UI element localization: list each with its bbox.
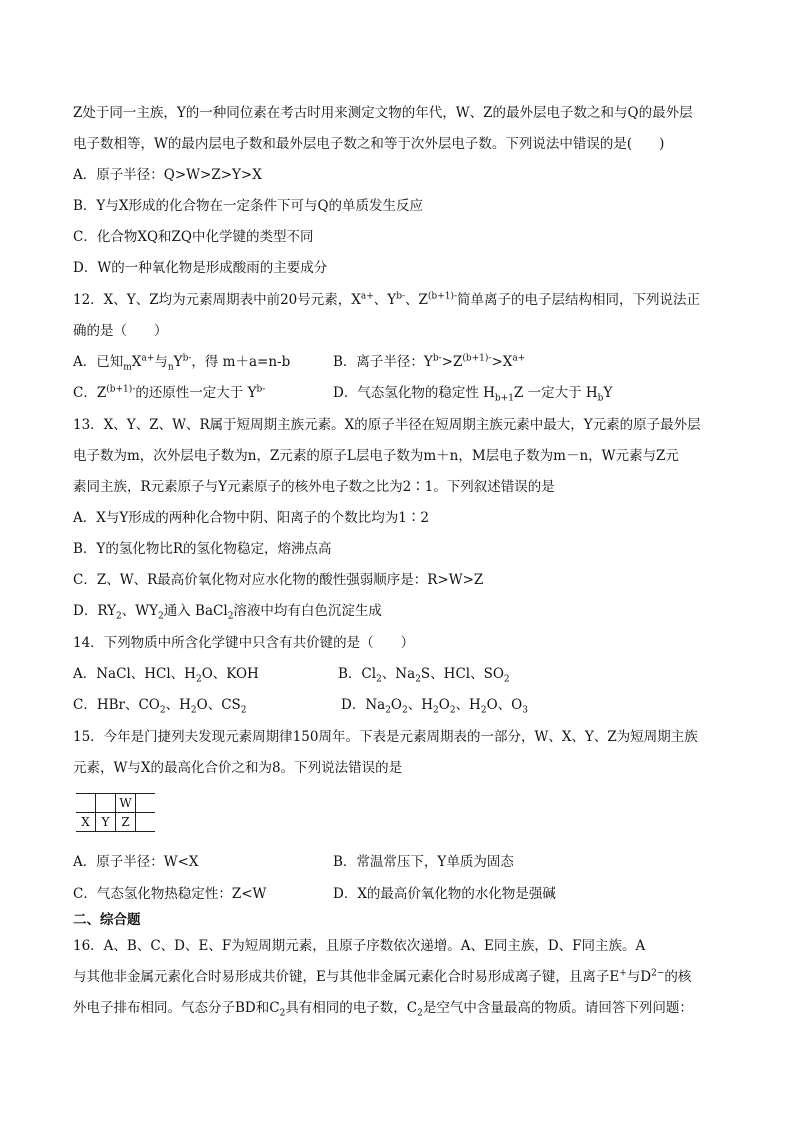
option-a: A．原子半径：Q>W>Z>Y>X: [73, 167, 262, 183]
text-line: Z处于同一主族，Y的一种同位素在考古时用来测定文物的年代，W、Z的最外层电子数之和与Q的最外层: [73, 105, 693, 121]
option-c: C．$Z^{(b+1)-}$的还原性一定大于 $Y^{b-}$: [73, 384, 266, 401]
text-line: 确的是（ ）: [73, 323, 168, 339]
text-line: 外电子排布相同。气态分子BD和$C_2$具有相同的电子数，$C_2$是空气中含量最高的物质。请回答下列问题：: [73, 1000, 693, 1019]
table-cell: [136, 794, 156, 813]
option-c: C．HBr、$CO_2$、$H_2O$、$CS_2$: [73, 697, 247, 716]
section-heading: 二、综合题: [73, 912, 141, 928]
option-c: C．Z、W、R最高价氧化物对应水化物的酸性强弱顺序是：R>W>Z: [73, 572, 484, 588]
question-13: 13．X、Y、Z、W、R属于短周期主族元素。X的原子半径在短周期主族元素中最大，Y元素的原子最外层: [73, 417, 701, 433]
option-c: C．气态氢化物热稳定性：Z<W: [73, 886, 267, 902]
option-b: B．Y与X形成的化合物在一定条件下可与Q的单质发生反应: [73, 198, 424, 214]
table-cell: Y: [96, 813, 116, 832]
option-a: A．原子半径：W<X: [73, 854, 199, 870]
text-line: 电子数相等，W的最内层电子数和最外层电子数之和等于次外层电子数。下列说法中错误的是( ): [73, 136, 665, 152]
option-d: D．$RY_2$、$WY_2$通入 BaCl$_2$溶液中均有白色沉淀生成: [73, 603, 382, 622]
question-16: 16．A、B、C、D、E、F为短周期元素，且原子序数依次递增。A、E同主族，D、F同主族。A: [73, 938, 646, 954]
option-a: A．X与Y形成的两种化合物中阴、阳离子的个数比均为1∶2: [73, 510, 429, 526]
option-d: D．W的一种氧化物是形成酸雨的主要成分: [73, 260, 328, 276]
text-line: 元素，W与X的最高化合价之和为8。下列说法错误的是: [73, 760, 403, 776]
table-row: [76, 794, 155, 813]
option-b: B．$Cl_2$、$Na_2S$、HCl、$SO_2$: [338, 666, 510, 685]
option-d: D．X的最高价氧化物的水化物是强碱: [333, 886, 556, 902]
table-cell: W: [116, 794, 136, 813]
text-line: 素同主族，R元素原子与Y元素原子的核外电子数之比为2∶1。下列叙述错误的是: [73, 479, 555, 495]
question-12: 12．X、Y、Z均为元素周期表中前20号元素，$X^{a+}$、$Y^{b-}$、$Z^{(b+1)-}$简单离子的电子层结构相同，下列说法正: [73, 291, 701, 308]
text-line: 电子数为m，次外层电子数为n，Z元素的原子L层电子数为m＋n，M层电子数为m－n，W元素与Z元: [73, 448, 679, 464]
table-cell: [136, 813, 156, 832]
option-c: C．化合物XQ和ZQ中化学键的类型不同: [73, 229, 314, 245]
table-cell: [76, 794, 96, 813]
question-14: 14．下列物质中所含化学键中只含有共价键的是（ ）: [73, 635, 415, 651]
option-a: A．NaCl、HCl、$H_2O$、KOH: [73, 666, 259, 685]
option-d: D．$Na_2O_2$、$H_2O_2$、$H_2O$、$O_3$: [341, 697, 528, 716]
table-cell: X: [76, 813, 96, 832]
option-d: D．气态氢化物的稳定性 $H_{b+1}Z$ 一定大于 $H_bY$: [333, 385, 613, 404]
option-a: A．已知$_mX^{a+}$与$_nY^{b-}$，得 m＋a=n-b: [73, 353, 291, 373]
periodic-table-fragment: [76, 793, 155, 832]
option-b: B．离子半径：$Y^{b-}>Z^{(b+1)-}>X^{a+}$: [333, 353, 526, 370]
table-cell: [96, 794, 116, 813]
question-15: 15．今年是门捷列夫发现元素周期律150周年。下表是元素周期表的一部分，W、X、Y、Z为短周期主族: [73, 729, 698, 745]
text-line: 与其他非金属元素化合时易形成共价键，E与其他非金属元素化合时易形成离子键，且离子E+与$D^{2-}$的核: [73, 968, 692, 985]
table-row: [76, 813, 155, 832]
table-cell: Z: [116, 813, 136, 832]
option-b: B．Y的氢化物比R的氢化物稳定，熔沸点高: [73, 541, 332, 557]
option-b: B．常温常压下，Y单质为固态: [333, 854, 514, 870]
